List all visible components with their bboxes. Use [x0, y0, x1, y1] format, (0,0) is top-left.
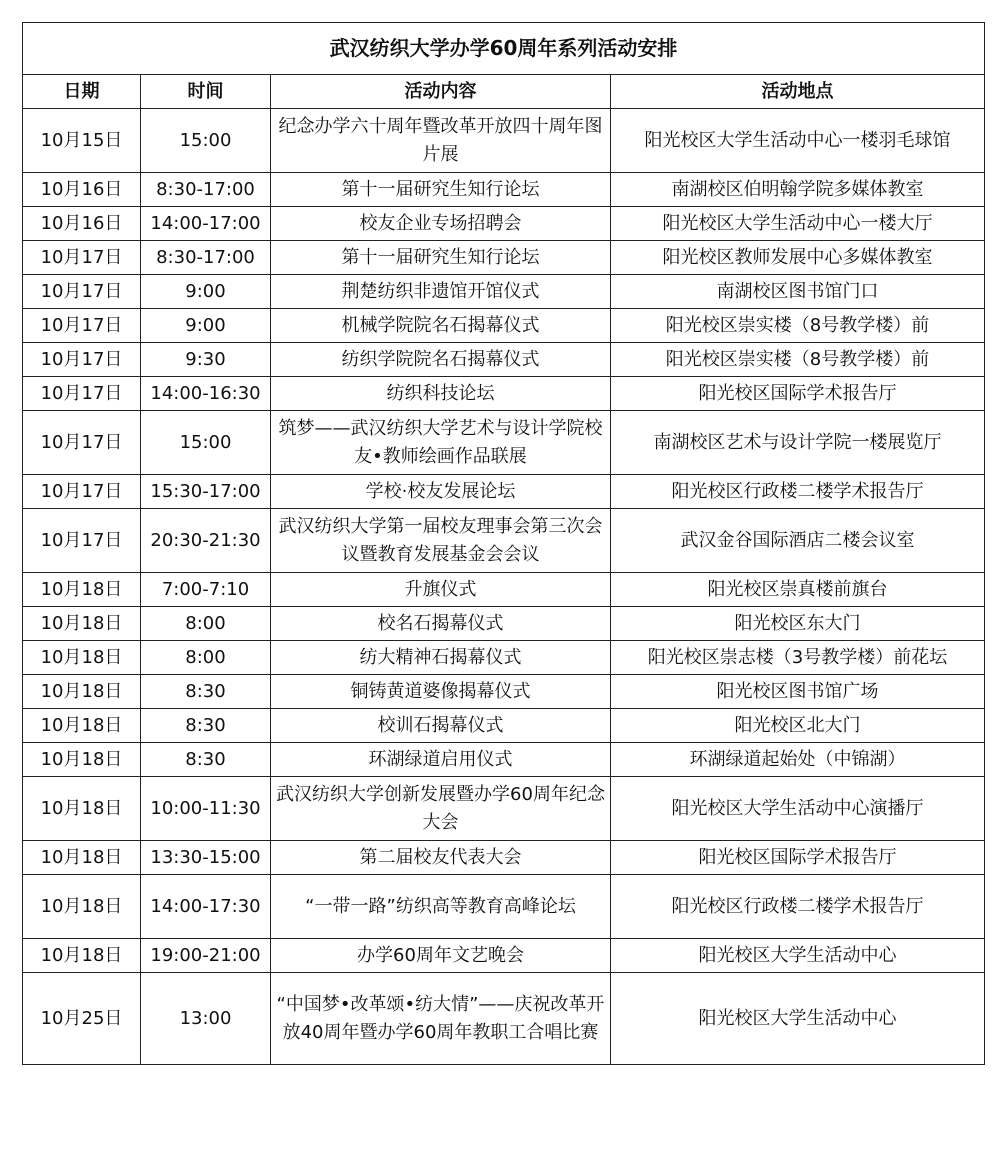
cell-time: 10:00-11:30	[141, 777, 271, 841]
table-row	[23, 777, 985, 841]
cell-time: 15:30-17:00	[141, 475, 271, 509]
table-row	[23, 377, 985, 411]
cell-date: 10月17日	[23, 509, 141, 573]
cell-activity: 第二届校友代表大会	[271, 841, 611, 875]
cell-activity: 环湖绿道启用仪式	[271, 743, 611, 777]
table-row	[23, 173, 985, 207]
cell-activity: 武汉纺织大学创新发展暨办学60周年纪念大会	[271, 777, 611, 841]
cell-location: 阳光校区大学生活动中心	[611, 973, 985, 1065]
cell-time: 8:30	[141, 675, 271, 709]
cell-date: 10月18日	[23, 777, 141, 841]
cell-location: 阳光校区大学生活动中心	[611, 939, 985, 973]
cell-location: 南湖校区伯明翰学院多媒体教室	[611, 173, 985, 207]
table-row	[23, 875, 985, 939]
cell-date: 10月18日	[23, 607, 141, 641]
cell-date: 10月17日	[23, 475, 141, 509]
header-activity: 活动内容	[271, 75, 611, 109]
cell-location: 阳光校区北大门	[611, 709, 985, 743]
cell-date: 10月17日	[23, 343, 141, 377]
table-row	[23, 973, 985, 1065]
cell-location: 阳光校区崇真楼前旗台	[611, 573, 985, 607]
cell-date: 10月18日	[23, 939, 141, 973]
cell-activity: 校名石揭幕仪式	[271, 607, 611, 641]
cell-activity: 武汉纺织大学第一届校友理事会第三次会议暨教育发展基金会会议	[271, 509, 611, 573]
cell-activity: 纪念办学六十周年暨改革开放四十周年图片展	[271, 109, 611, 173]
cell-activity: 机械学院院名石揭幕仪式	[271, 309, 611, 343]
cell-location: 阳光校区行政楼二楼学术报告厅	[611, 875, 985, 939]
cell-time: 8:30	[141, 743, 271, 777]
cell-date: 10月17日	[23, 411, 141, 475]
table-row	[23, 109, 985, 173]
header-location: 活动地点	[611, 75, 985, 109]
cell-time: 9:00	[141, 309, 271, 343]
header-time: 时间	[141, 75, 271, 109]
cell-location: 环湖绿道起始处（中锦湖）	[611, 743, 985, 777]
cell-date: 10月17日	[23, 377, 141, 411]
cell-activity: 学校·校友发展论坛	[271, 475, 611, 509]
cell-activity: 升旗仪式	[271, 573, 611, 607]
header-date: 日期	[23, 75, 141, 109]
cell-activity: 第十一届研究生知行论坛	[271, 241, 611, 275]
table-title: 武汉纺织大学办学60周年系列活动安排	[22, 22, 985, 74]
cell-time: 15:00	[141, 411, 271, 475]
cell-date: 10月18日	[23, 841, 141, 875]
cell-date: 10月17日	[23, 241, 141, 275]
cell-location: 阳光校区教师发展中心多媒体教室	[611, 241, 985, 275]
cell-activity: 铜铸黄道婆像揭幕仪式	[271, 675, 611, 709]
cell-location: 阳光校区国际学术报告厅	[611, 377, 985, 411]
table-row	[23, 709, 985, 743]
cell-location: 阳光校区崇实楼（8号教学楼）前	[611, 309, 985, 343]
table-row	[23, 743, 985, 777]
header-row	[23, 75, 985, 109]
cell-location: 阳光校区大学生活动中心一楼大厅	[611, 207, 985, 241]
cell-activity: 筑梦——武汉纺织大学艺术与设计学院校友•教师绘画作品联展	[271, 411, 611, 475]
cell-location: 阳光校区崇实楼（8号教学楼）前	[611, 343, 985, 377]
table-row	[23, 841, 985, 875]
cell-activity: 纺织学院院名石揭幕仪式	[271, 343, 611, 377]
cell-time: 14:00-16:30	[141, 377, 271, 411]
table-row	[23, 607, 985, 641]
cell-date: 10月18日	[23, 641, 141, 675]
cell-time: 14:00-17:00	[141, 207, 271, 241]
table-row	[23, 641, 985, 675]
cell-location: 阳光校区图书馆广场	[611, 675, 985, 709]
table-row	[23, 509, 985, 573]
table-row	[23, 241, 985, 275]
schedule-table	[22, 22, 985, 1065]
cell-time: 20:30-21:30	[141, 509, 271, 573]
cell-date: 10月15日	[23, 109, 141, 173]
cell-location: 阳光校区东大门	[611, 607, 985, 641]
table-row	[23, 343, 985, 377]
cell-time: 13:30-15:00	[141, 841, 271, 875]
table-row	[23, 411, 985, 475]
cell-time: 8:30	[141, 709, 271, 743]
cell-time: 14:00-17:30	[141, 875, 271, 939]
cell-date: 10月16日	[23, 173, 141, 207]
cell-location: 武汉金谷国际酒店二楼会议室	[611, 509, 985, 573]
cell-location: 阳光校区大学生活动中心演播厅	[611, 777, 985, 841]
table-row	[23, 573, 985, 607]
cell-date: 10月18日	[23, 875, 141, 939]
cell-location: 阳光校区大学生活动中心一楼羽毛球馆	[611, 109, 985, 173]
table-row	[23, 275, 985, 309]
cell-date: 10月25日	[23, 973, 141, 1065]
cell-location: 阳光校区崇志楼（3号教学楼）前花坛	[611, 641, 985, 675]
cell-time: 9:00	[141, 275, 271, 309]
cell-activity: “一带一路”纺织高等教育高峰论坛	[271, 875, 611, 939]
cell-activity: 荆楚纺织非遗馆开馆仪式	[271, 275, 611, 309]
cell-location: 南湖校区艺术与设计学院一楼展览厅	[611, 411, 985, 475]
cell-location: 阳光校区国际学术报告厅	[611, 841, 985, 875]
cell-activity: 纺大精神石揭幕仪式	[271, 641, 611, 675]
cell-time: 8:30-17:00	[141, 173, 271, 207]
cell-time: 9:30	[141, 343, 271, 377]
cell-date: 10月16日	[23, 207, 141, 241]
cell-date: 10月18日	[23, 675, 141, 709]
cell-activity: 校训石揭幕仪式	[271, 709, 611, 743]
table-row	[23, 309, 985, 343]
cell-time: 8:30-17:00	[141, 241, 271, 275]
table-row	[23, 475, 985, 509]
table-row	[23, 207, 985, 241]
cell-activity: 纺织科技论坛	[271, 377, 611, 411]
cell-date: 10月18日	[23, 573, 141, 607]
cell-activity: 校友企业专场招聘会	[271, 207, 611, 241]
cell-activity: 办学60周年文艺晚会	[271, 939, 611, 973]
table-row	[23, 675, 985, 709]
cell-activity: “中国梦•改革颂•纺大情”——庆祝改革开放40周年暨办学60周年教职工合唱比赛	[271, 973, 611, 1065]
cell-time: 8:00	[141, 607, 271, 641]
cell-time: 15:00	[141, 109, 271, 173]
cell-time: 8:00	[141, 641, 271, 675]
cell-date: 10月17日	[23, 309, 141, 343]
cell-date: 10月18日	[23, 709, 141, 743]
cell-location: 南湖校区图书馆门口	[611, 275, 985, 309]
cell-date: 10月17日	[23, 275, 141, 309]
cell-time: 19:00-21:00	[141, 939, 271, 973]
table-row	[23, 939, 985, 973]
cell-activity: 第十一届研究生知行论坛	[271, 173, 611, 207]
cell-location: 阳光校区行政楼二楼学术报告厅	[611, 475, 985, 509]
cell-time: 7:00-7:10	[141, 573, 271, 607]
cell-date: 10月18日	[23, 743, 141, 777]
cell-time: 13:00	[141, 973, 271, 1065]
